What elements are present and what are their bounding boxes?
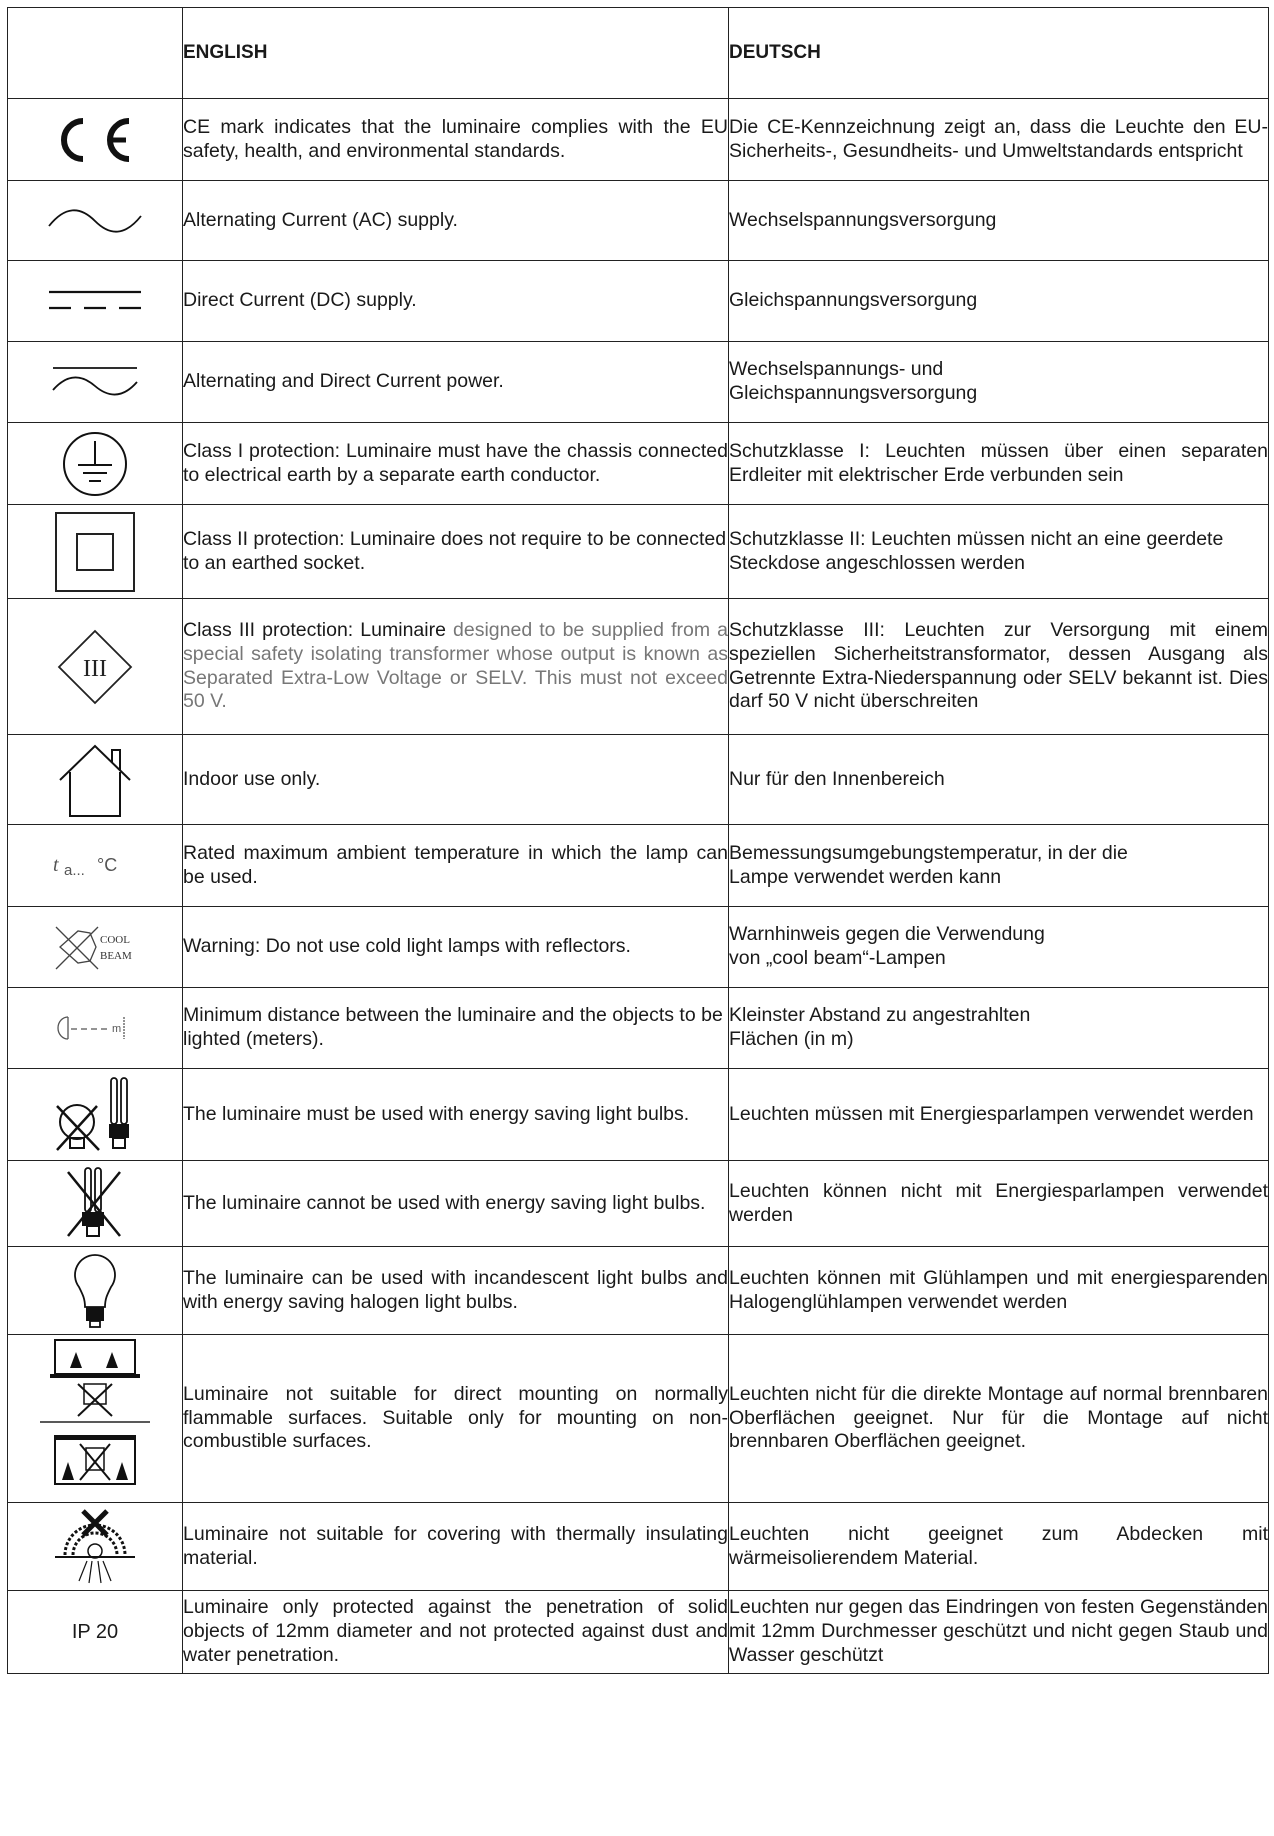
header-row bbox=[8, 8, 1269, 99]
symbol-table bbox=[7, 7, 1269, 1674]
deutsch-line: von „cool beam“-Lampen bbox=[729, 947, 946, 969]
beam-label: BEAM bbox=[100, 950, 132, 962]
double-insulation-icon bbox=[8, 505, 183, 599]
ip-rating-label: IP 20 bbox=[8, 1591, 183, 1674]
deutsch-text: Leuchten nicht für die direkte Montage auf normal brennbaren Oberflächen geeignet. Nur für die Montage auf nicht brennbaren Oberflächen geeignet. bbox=[729, 1335, 1269, 1503]
deutsch-text: Wechselspannungsversorgung bbox=[729, 181, 1269, 261]
table-row bbox=[8, 1591, 1269, 1674]
table-row bbox=[8, 505, 1269, 599]
english-text: Minimum distance between the luminaire and the objects to be lighted (meters). bbox=[183, 988, 729, 1069]
deutsch-line: Flächen (in m) bbox=[729, 1028, 854, 1050]
english-text: Class II protection: Luminaire does not require to be connected to an earthed socket. bbox=[183, 505, 729, 599]
deutsch-text: Leuchten können mit Glühlampen und mit energiesparenden Halogenglühlampen verwendet werden bbox=[729, 1247, 1269, 1335]
table-row bbox=[8, 1503, 1269, 1591]
temp-t-label: t bbox=[53, 853, 59, 876]
distance-unit-label: m bbox=[112, 1023, 122, 1035]
no-energy-saving-icon bbox=[8, 1161, 183, 1247]
deutsch-text bbox=[729, 825, 1269, 907]
ambient-temperature-icon bbox=[8, 825, 183, 907]
deutsch-line: Wechselspannungs- und bbox=[729, 358, 944, 381]
english-text: Warning: Do not use cold light lamps with reflectors. bbox=[183, 907, 729, 988]
deutsch-text: Leuchten nicht geeignet zum Abdecken mit wärmeisolierendem Material. bbox=[729, 1503, 1269, 1591]
no-insulation-cover-icon bbox=[8, 1503, 183, 1591]
table-row bbox=[8, 825, 1269, 907]
deutsch-line: Gleichspannungsversorgung bbox=[729, 382, 978, 404]
symbol-header-cell bbox=[8, 8, 183, 99]
english-text: Indoor use only. bbox=[183, 735, 729, 825]
deutsch-text: Die CE-Kennzeichnung zeigt an, dass die Leuchte den EU-Sicherheits-, Gesundheits- und Umweltstandards entspricht bbox=[729, 99, 1269, 181]
temp-unit-label: °C bbox=[97, 854, 118, 875]
deutsch-text: Leuchten müssen mit Energiesparlampen verwendet werden bbox=[729, 1069, 1269, 1161]
deutsch-text bbox=[729, 907, 1269, 988]
english-text: The luminaire can be used with incandescent light bulbs and with energy saving halogen light bulbs. bbox=[183, 1247, 729, 1335]
table-row bbox=[8, 1335, 1269, 1503]
table-row bbox=[8, 988, 1269, 1069]
table-row bbox=[8, 423, 1269, 505]
english-text: Alternating and Direct Current power. bbox=[183, 342, 729, 423]
not-flammable-surface-icon bbox=[8, 1335, 183, 1503]
incandescent-bulb-icon bbox=[8, 1247, 183, 1335]
table-row bbox=[8, 735, 1269, 825]
english-text-gray: designed to be supplied from a special safety isolating transformer whose output is known as Separated Extra-Low Voltage or SELV. This must not exceed 50 V. bbox=[183, 618, 728, 713]
temp-a-label: a... bbox=[64, 861, 85, 879]
deutsch-text: Schutzklasse II: Leuchten müssen nicht an eine geerdete Steckdose angeschlossen werden bbox=[729, 505, 1269, 599]
indoor-house-icon bbox=[8, 735, 183, 825]
deutsch-text bbox=[729, 988, 1269, 1069]
table-row bbox=[8, 1161, 1269, 1247]
english-text-dark: Class III protection: Luminaire bbox=[183, 618, 446, 641]
english-text: Alternating Current (AC) supply. bbox=[183, 181, 729, 261]
deutsch-text: Leuchten können nicht mit Energiesparlampen verwendet werden bbox=[729, 1161, 1269, 1247]
energy-saving-required-icon bbox=[8, 1069, 183, 1161]
class-three-icon bbox=[8, 599, 183, 735]
table-row bbox=[8, 599, 1269, 735]
ac-dc-icon bbox=[8, 342, 183, 423]
class-three-label: III bbox=[83, 655, 107, 682]
deutsch-text bbox=[729, 342, 1269, 423]
english-header: ENGLISH bbox=[183, 8, 729, 99]
english-text: Luminaire only protected against the penetration of solid objects of 12mm diameter and not protected against dust and water penetration. bbox=[183, 1591, 729, 1674]
deutsch-text: Nur für den Innenbereich bbox=[729, 735, 1269, 825]
english-text bbox=[183, 599, 729, 735]
table-row bbox=[8, 1069, 1269, 1161]
english-text: Rated maximum ambient temperature in which the lamp can be used. bbox=[183, 825, 729, 907]
deutsch-text: Schutzklasse I: Leuchten müssen über einen separaten Erdleiter mit elektrischer Erde verbunden sein bbox=[729, 423, 1269, 505]
table-row bbox=[8, 907, 1269, 988]
deutsch-line: Lampe verwendet werden kann bbox=[729, 865, 1002, 888]
deutsch-line: Bemessungsumgebungstemperatur, in der die bbox=[729, 841, 1128, 864]
english-text: Direct Current (DC) supply. bbox=[183, 261, 729, 342]
table-row bbox=[8, 1247, 1269, 1335]
deutsch-text: Leuchten nur gegen das Eindringen von festen Gegenständen mit 12mm Durchmesser geschützt und nicht gegen Staub und Wasser geschützt bbox=[729, 1591, 1269, 1674]
alternating-current-icon bbox=[8, 181, 183, 261]
english-text: The luminaire must be used with energy saving light bulbs. bbox=[183, 1069, 729, 1161]
cool-label: COOL bbox=[100, 934, 130, 946]
minimum-distance-icon bbox=[8, 988, 183, 1069]
english-text: CE mark indicates that the luminaire complies with the EU safety, health, and environmental standards. bbox=[183, 99, 729, 181]
deutsch-text: Gleichspannungsversorgung bbox=[729, 261, 1269, 342]
english-text: The luminaire cannot be used with energy saving light bulbs. bbox=[183, 1161, 729, 1247]
table-row bbox=[8, 181, 1269, 261]
english-text: Luminaire not suitable for direct mounting on normally flammable surfaces. Suitable only for mounting on non-combustible surfaces. bbox=[183, 1335, 729, 1503]
deutsch-header: DEUTSCH bbox=[729, 8, 1269, 99]
english-text: Class I protection: Luminaire must have the chassis connected to electrical earth by a separate earth conductor. bbox=[183, 423, 729, 505]
ce-mark-icon bbox=[8, 99, 183, 181]
deutsch-line: Kleinster Abstand zu angestrahlten bbox=[729, 1004, 1031, 1027]
table-row bbox=[8, 261, 1269, 342]
english-text: Luminaire not suitable for covering with thermally insulating material. bbox=[183, 1503, 729, 1591]
deutsch-line: Warnhinweis gegen die Verwendung bbox=[729, 923, 1045, 946]
table-row bbox=[8, 342, 1269, 423]
deutsch-text: Schutzklasse III: Leuchten zur Versorgung mit einem speziellen Sicherheitstransformator, dessen Ausgang als Getrennte Extra-Niederspannung oder SELV bekannt ist. Dies darf 50 V nicht überschreiten bbox=[729, 599, 1269, 735]
cool-beam-warning-icon bbox=[8, 907, 183, 988]
protective-earth-icon bbox=[8, 423, 183, 505]
table-row bbox=[8, 99, 1269, 181]
direct-current-icon bbox=[8, 261, 183, 342]
